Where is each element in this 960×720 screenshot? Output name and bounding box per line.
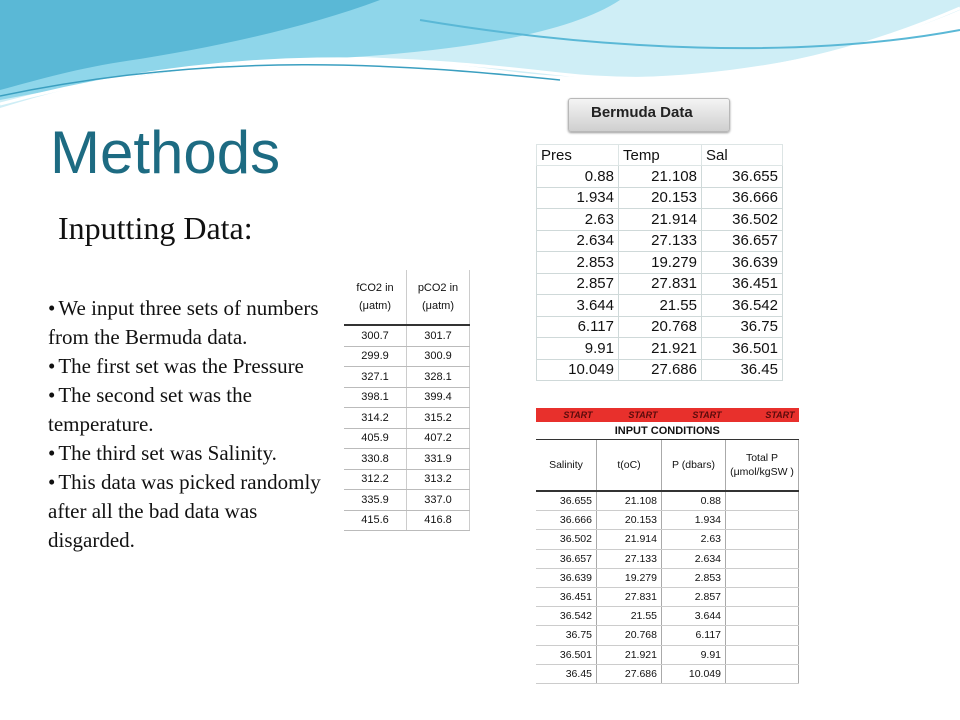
slide-subtitle: Inputting Data: — [58, 210, 253, 246]
table-cell: 335.9 — [344, 490, 407, 511]
table-row — [344, 387, 470, 408]
table-row — [344, 469, 470, 490]
table-cell: 21.921 — [597, 645, 662, 664]
input-conditions-table — [536, 408, 799, 684]
input-conditions-heading: INPUT CONDITIONS — [536, 422, 799, 440]
table-row — [537, 316, 783, 338]
column-header: Total P (μmol/kgSW ) — [726, 440, 799, 492]
table-cell: 27.133 — [619, 230, 702, 252]
bermuda-data-table — [536, 144, 783, 381]
table-row — [344, 325, 470, 346]
table-cell: 328.1 — [407, 367, 470, 388]
table-cell: 1.934 — [662, 511, 726, 530]
table-cell: 27.831 — [597, 587, 662, 606]
table-row — [536, 607, 799, 626]
bermuda-data-label-text: Bermuda Data — [591, 104, 693, 121]
table-cell: 2.857 — [662, 587, 726, 606]
table-cell: 0.88 — [662, 491, 726, 511]
table-cell — [726, 664, 799, 683]
table-cell — [726, 511, 799, 530]
table-cell: 314.2 — [344, 408, 407, 429]
table-cell: 21.55 — [619, 295, 702, 317]
table-cell: 36.655 — [702, 166, 783, 188]
table-cell: 21.914 — [597, 530, 662, 549]
start-label: START — [726, 408, 799, 422]
table-row — [344, 490, 470, 511]
table-cell: 36.666 — [702, 187, 783, 209]
table-cell: 415.6 — [344, 510, 407, 531]
table-cell: 315.2 — [407, 408, 470, 429]
bullet-item: • The first set was the Pressure — [48, 352, 328, 381]
table-cell — [726, 607, 799, 626]
table-row — [537, 273, 783, 295]
table-cell — [726, 568, 799, 587]
table-cell: 36.75 — [702, 316, 783, 338]
conditions-row — [536, 422, 799, 440]
table-row — [536, 511, 799, 530]
table-cell: 36.655 — [536, 491, 597, 511]
table-cell — [726, 530, 799, 549]
table-cell: 399.4 — [407, 387, 470, 408]
table-cell: 2.853 — [662, 568, 726, 587]
table-row — [536, 664, 799, 683]
table-row — [536, 587, 799, 606]
table-cell: 313.2 — [407, 469, 470, 490]
table-cell: 20.153 — [619, 187, 702, 209]
table-row — [344, 346, 470, 367]
table-cell — [726, 491, 799, 511]
table-cell: 0.88 — [537, 166, 619, 188]
table-cell — [726, 549, 799, 568]
table-cell: 36.542 — [536, 607, 597, 626]
table-cell: 27.686 — [619, 359, 702, 381]
table-cell: 21.55 — [597, 607, 662, 626]
bullet-item: • The second set was the temperature. — [48, 381, 328, 439]
table-cell: 2.63 — [537, 209, 619, 231]
table-cell: 27.133 — [597, 549, 662, 568]
table-row — [537, 359, 783, 381]
table-cell: 327.1 — [344, 367, 407, 388]
co2-table — [344, 270, 470, 531]
table-cell — [726, 626, 799, 645]
table-cell: 36.657 — [536, 549, 597, 568]
column-header: Temp — [619, 145, 702, 166]
table-cell — [726, 587, 799, 606]
table-cell: 2.634 — [537, 230, 619, 252]
table-row — [536, 568, 799, 587]
header-wave-decoration — [0, 0, 960, 120]
table-row — [536, 491, 799, 511]
table-cell: 19.279 — [597, 568, 662, 587]
table-row — [536, 626, 799, 645]
table-cell: 301.7 — [407, 325, 470, 346]
bullet-item: • We input three sets of numbers from the Bermuda data. — [48, 294, 328, 352]
table-row — [344, 510, 470, 531]
table-cell: 299.9 — [344, 346, 407, 367]
table-row — [537, 295, 783, 317]
table-cell: 21.108 — [597, 491, 662, 511]
table-cell: 398.1 — [344, 387, 407, 408]
table-row — [536, 549, 799, 568]
table-row — [344, 367, 470, 388]
table-row — [537, 209, 783, 231]
start-label: START — [597, 408, 662, 422]
table-row — [537, 166, 783, 188]
bermuda-data-label — [568, 98, 730, 132]
table-cell: 27.686 — [597, 664, 662, 683]
table-header-row — [344, 270, 470, 325]
table-cell: 36.45 — [702, 359, 783, 381]
table-cell: 312.2 — [344, 469, 407, 490]
table-cell: 9.91 — [537, 338, 619, 360]
bullet-item: • This data was picked randomly after all the bad data was disgarded. — [48, 468, 328, 555]
table-row — [537, 252, 783, 274]
table-cell: 10.049 — [662, 664, 726, 683]
table-cell: 21.921 — [619, 338, 702, 360]
table-cell: 9.91 — [662, 645, 726, 664]
table-cell: 36.501 — [702, 338, 783, 360]
table-cell: 416.8 — [407, 510, 470, 531]
table-cell: 20.768 — [619, 316, 702, 338]
table-cell: 21.108 — [619, 166, 702, 188]
table-header-row — [537, 145, 783, 166]
table-cell: 3.644 — [662, 607, 726, 626]
column-header: P (dbars) — [662, 440, 726, 492]
table-cell: 36.75 — [536, 626, 597, 645]
table-cell: 36.502 — [536, 530, 597, 549]
table-cell: 330.8 — [344, 449, 407, 470]
table-cell: 10.049 — [537, 359, 619, 381]
column-header: t(oC) — [597, 440, 662, 492]
table-header-row — [536, 440, 799, 492]
table-cell: 2.63 — [662, 530, 726, 549]
start-row — [536, 408, 799, 422]
column-header: Pres — [537, 145, 619, 166]
table-cell: 36.45 — [536, 664, 597, 683]
table-cell: 6.117 — [662, 626, 726, 645]
table-row — [344, 408, 470, 429]
table-cell: 20.153 — [597, 511, 662, 530]
table-cell: 1.934 — [537, 187, 619, 209]
table-cell: 36.542 — [702, 295, 783, 317]
column-header: Salinity — [536, 440, 597, 492]
start-label: START — [662, 408, 726, 422]
column-header: pCO2 in (μatm) — [407, 270, 470, 325]
table-row — [536, 530, 799, 549]
table-cell: 36.502 — [702, 209, 783, 231]
table-row — [536, 645, 799, 664]
table-cell: 2.857 — [537, 273, 619, 295]
start-label: START — [536, 408, 597, 422]
table-cell: 21.914 — [619, 209, 702, 231]
table-cell: 300.9 — [407, 346, 470, 367]
table-cell: 36.639 — [702, 252, 783, 274]
table-cell: 20.768 — [597, 626, 662, 645]
table-cell: 331.9 — [407, 449, 470, 470]
table-cell: 2.634 — [662, 549, 726, 568]
table-row — [344, 449, 470, 470]
table-cell: 36.657 — [702, 230, 783, 252]
table-cell: 2.853 — [537, 252, 619, 274]
table-row — [344, 428, 470, 449]
table-cell: 337.0 — [407, 490, 470, 511]
table-cell: 300.7 — [344, 325, 407, 346]
table-cell: 36.451 — [536, 587, 597, 606]
column-header: fCO2 in (μatm) — [344, 270, 407, 325]
table-cell: 36.639 — [536, 568, 597, 587]
table-cell: 27.831 — [619, 273, 702, 295]
table-cell: 36.666 — [536, 511, 597, 530]
table-cell: 6.117 — [537, 316, 619, 338]
table-cell: 405.9 — [344, 428, 407, 449]
table-row — [537, 187, 783, 209]
table-cell — [726, 645, 799, 664]
table-cell: 3.644 — [537, 295, 619, 317]
table-cell: 36.451 — [702, 273, 783, 295]
table-cell: 36.501 — [536, 645, 597, 664]
table-row — [537, 338, 783, 360]
table-row — [537, 230, 783, 252]
bullet-item: • The third set was Salinity. — [48, 439, 328, 468]
table-cell: 19.279 — [619, 252, 702, 274]
bullet-list — [48, 294, 328, 555]
table-cell: 407.2 — [407, 428, 470, 449]
slide-title: Methods — [50, 119, 281, 186]
column-header: Sal — [702, 145, 783, 166]
